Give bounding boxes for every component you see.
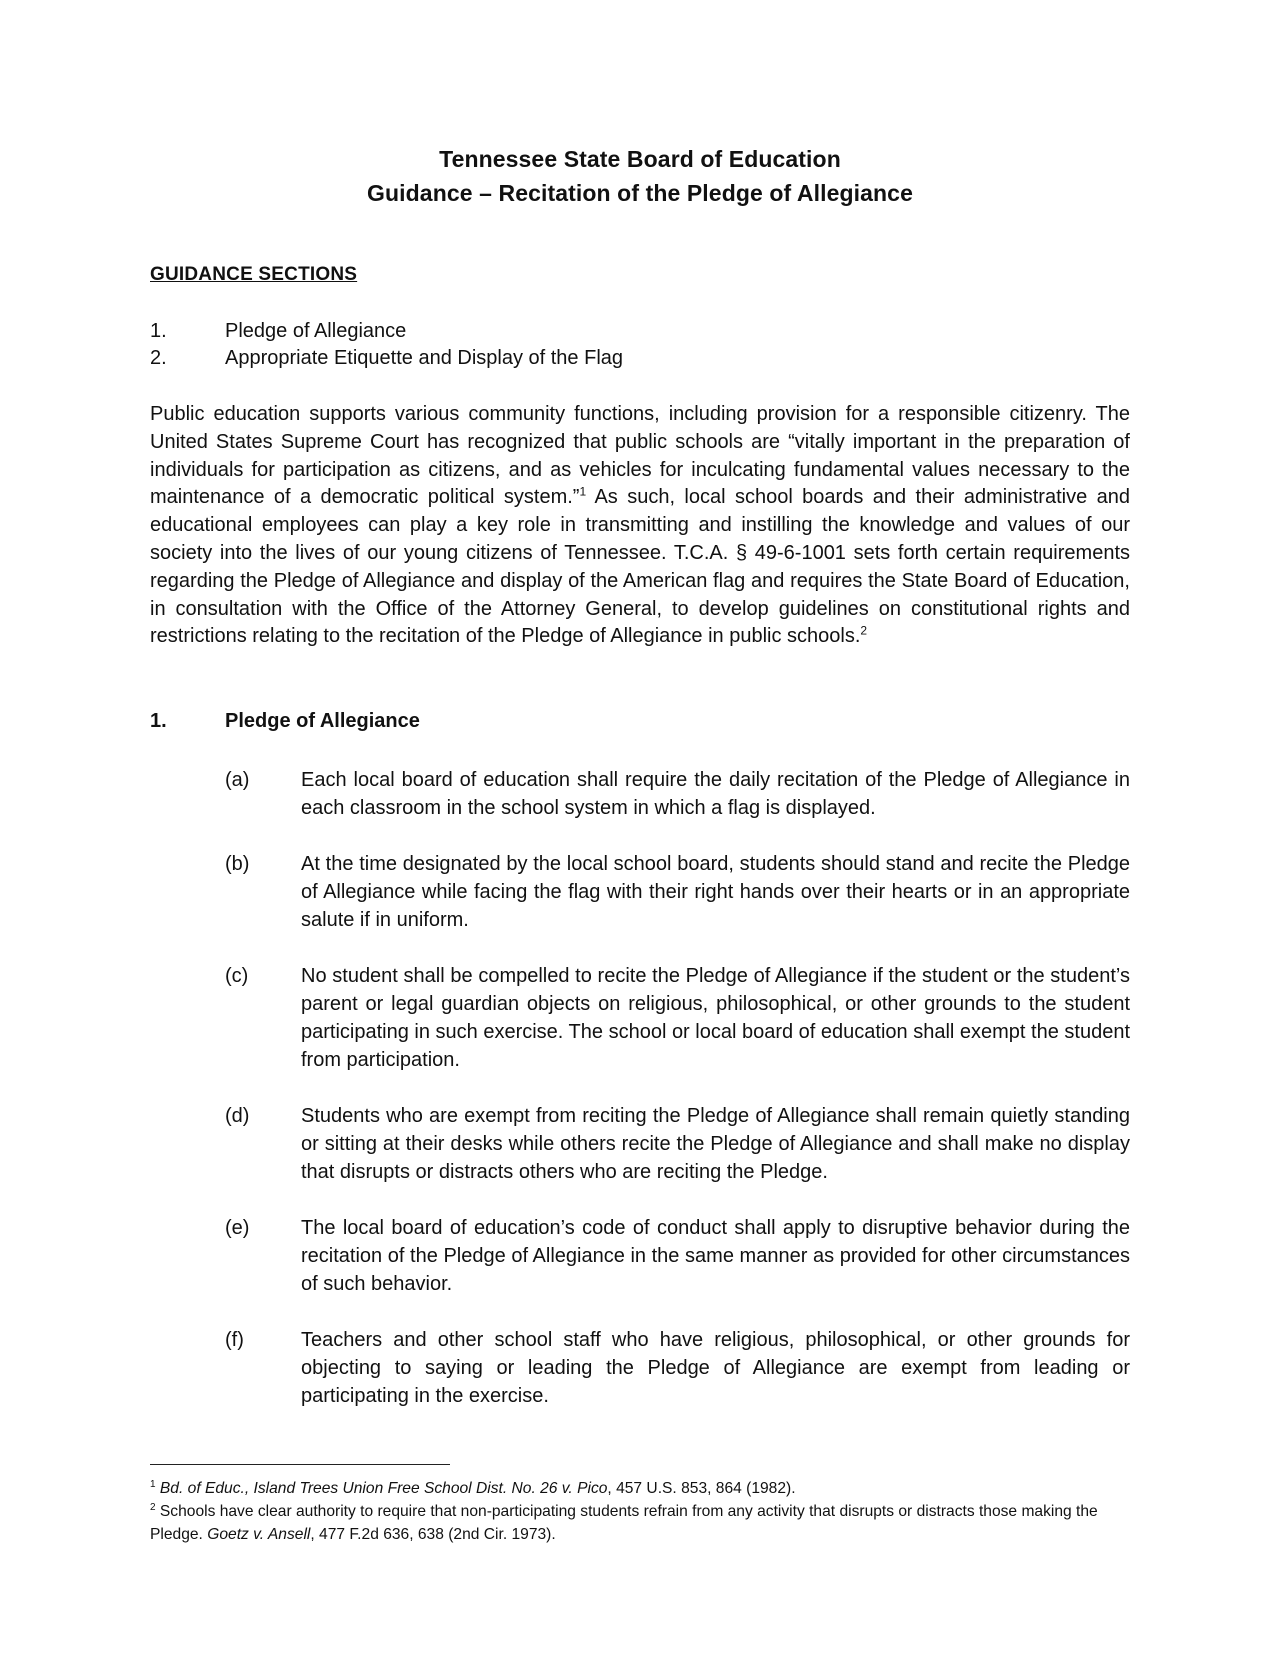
item-text: No student shall be compelled to recite the Pledge of Allegiance if the student or the student’s parent or legal guardian objects on religious, philosophical, or other grounds to the student participating in such exercise. The school or local board of education shall exempt the student from participation.	[301, 965, 1131, 1071]
section-items	[225, 766, 1130, 1438]
section-item	[225, 766, 1130, 822]
intro-text-part1: Public education supports various community functions, including provision for a responsible citizenry. The United States Supreme Court has recognized that public schools are “vitally important in the preparation of individuals for participation as citizens, and as vehicles for inculcating fundamental values necessary to the maintenance of a democratic political system.”	[150, 403, 1130, 509]
footnote-number: 2	[150, 1501, 156, 1513]
guidance-section-label: Pledge of Allegiance	[225, 320, 407, 342]
section-number: 1.	[150, 710, 167, 732]
footnote-1	[150, 1477, 1132, 1500]
section-item	[225, 1214, 1130, 1298]
section-heading	[150, 710, 420, 733]
guidance-section-number: 2.	[150, 347, 167, 369]
document-title	[0, 142, 1280, 210]
guidance-sections-heading: GUIDANCE SECTIONS	[150, 264, 358, 285]
item-text: At the time designated by the local school board, students should stand and recite the Pledge of Allegiance while facing the flag with their right hands over their hearts or in an appropriate salute if in uniform.	[301, 853, 1130, 931]
item-text: Students who are exempt from reciting the Pledge of Allegiance shall remain quietly standing or sitting at their desks while others recite the Pledge of Allegiance and shall make no display that disrupts or distracts others who are reciting the Pledge.	[301, 1105, 1130, 1183]
title-line-subject: Guidance – Recitation of the Pledge of Allegiance	[367, 180, 913, 206]
footnote-citation: , 457 U.S. 853, 864 (1982).	[607, 1480, 796, 1497]
footnote-citation: , 477 F.2d 636, 638 (2nd Cir. 1973).	[310, 1526, 556, 1543]
item-label: (e)	[225, 1217, 250, 1239]
footnote-ref-1: 1	[579, 484, 587, 499]
section-item	[225, 1326, 1130, 1410]
guidance-section-number: 1.	[150, 320, 167, 342]
footnote-number: 1	[150, 1478, 156, 1490]
item-text: Teachers and other school staff who have religious, philosophical, or other grounds for objecting to saying or leading the Pledge of Allegiance are exempt from leading or participating in the exercise.	[301, 1329, 1130, 1407]
guidance-sections-list	[150, 318, 623, 372]
footnote-separator	[150, 1464, 450, 1465]
footnote-2	[150, 1500, 1132, 1546]
intro-text-part2: As such, local school boards and their administrative and educational employees can play a key role in transmitting and instilling the knowledge and values of our society into the lives of our young citizens of Tennessee. T.C.A. § 49-6-1001 sets forth certain requirements regarding the Pledge of Allegiance and display of the American flag and requires the State Board of Education, in consultation with the Office of the Attorney General, to develop guidelines on constitutional rights and restrictions relating to the recitation of the Pledge of Allegiance in public schools.	[150, 486, 1130, 648]
item-label: (c)	[225, 965, 249, 987]
item-label: (d)	[225, 1105, 250, 1127]
guidance-section-label: Appropriate Etiquette and Display of the Flag	[225, 347, 624, 369]
item-text: The local board of education’s code of conduct shall apply to disruptive behavior during the recitation of the Pledge of Allegiance in the same manner as provided for other circumstances of such behavior.	[301, 1217, 1130, 1295]
item-label: (a)	[225, 769, 250, 791]
section-item	[225, 1102, 1130, 1186]
footnote-ref-2: 2	[860, 623, 868, 638]
section-item	[225, 962, 1130, 1074]
footnotes	[150, 1477, 1132, 1546]
intro-paragraph	[150, 401, 1130, 651]
footnote-case-name: Goetz v. Ansell	[207, 1526, 311, 1543]
title-line-organization: Tennessee State Board of Education	[439, 146, 841, 172]
section-item	[225, 850, 1130, 934]
item-label: (f)	[225, 1329, 244, 1351]
guidance-section-item	[150, 318, 623, 345]
item-label: (b)	[225, 853, 250, 875]
section-title: Pledge of Allegiance	[225, 710, 420, 732]
guidance-section-item	[150, 345, 623, 372]
item-text: Each local board of education shall require the daily recitation of the Pledge of Allegiance in each classroom in the school system in which a flag is displayed.	[301, 769, 1130, 819]
footnote-text: Schools have clear authority to require that non-participating students refrain from any activity that disrupts or distracts those making the Pledge.	[150, 1503, 1098, 1543]
footnote-case-name: Bd. of Educ., Island Trees Union Free School Dist. No. 26 v. Pico	[159, 1480, 608, 1497]
